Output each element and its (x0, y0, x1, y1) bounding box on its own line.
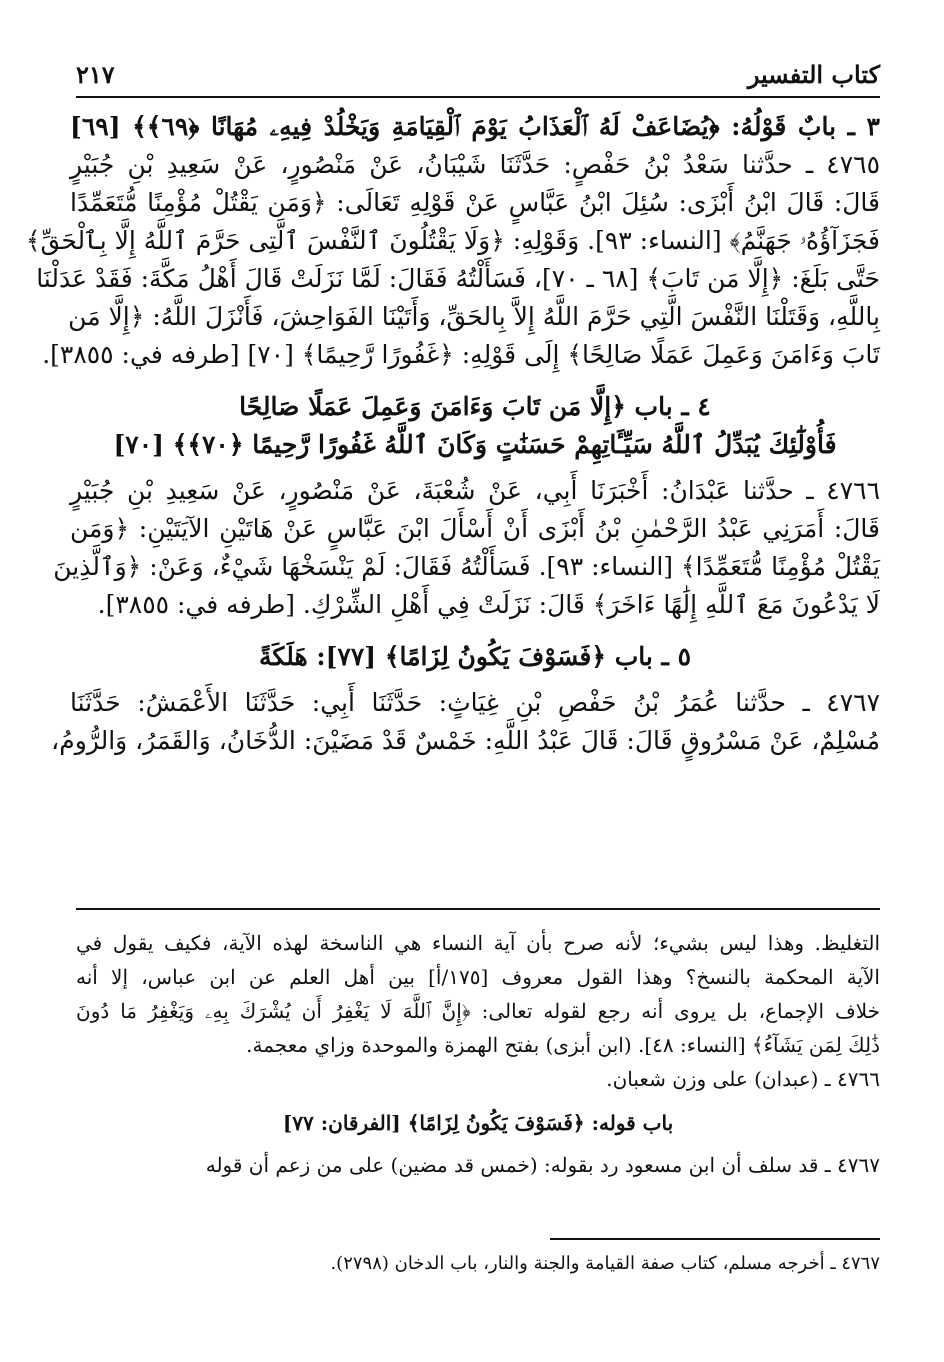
footnote: ٤٧٦٧ ـ أخرجه مسلم، كتاب صفة القيامة والجنة والنار، باب الدخان (٢٧٩٨). (330, 1253, 880, 1274)
section-heading-5: ٥ ـ باب ﴿فَسَوْفَ يَكُونُ لِزَامًا﴾ [٧٧]: هَلَكَةً (258, 642, 691, 671)
note-line: الآية المحكمة بالنسخ؟ وهذا القول معروف [١٧٥/أ] بين أهل العلم عن ابن عباس، إلا أنه (76, 965, 880, 989)
text-line: قَالَ: قَالَ ابْنُ أَبْزَى: سُئِلَ ابْنُ عَبَّاسٍ عَنْ قَوْلِهِ تَعَالَى: ﴿وَمَن يَقْتُلْ مُؤْمِنًا مُّتَعَمِّدًا (70, 188, 880, 217)
text-line: قَالَ: أَمَرَنِي عَبْدُ الرَّحْمٰنِ بْنُ أَبْزَى أَنْ أَسْأَلَ ابْنَ عَبَّاسٍ عَنْ هَاتَيْنِ الآيَتَيْنِ: ﴿وَمَن (70, 514, 880, 543)
page-number: ٢١٧ (76, 60, 115, 89)
note-line: ذَٰلِكَ لِمَن يَشَآءُ﴾ [النساء: ٤٨]. (ابن أبزى) بفتح الهمزة والموحدة وزاي معجمة. (246, 1033, 880, 1057)
note-heading: باب قوله: ﴿فَسَوْفَ يَكُونُ لِزَامًا﴾ [الفرقان: ٧٧] (282, 1111, 674, 1135)
text-line: ٤٧٦٦ ـ حدَّثنا عَبْدَانُ: أَخْبَرَنَا أَبِي، عَنْ شُعْبَةَ، عَنْ مَنْصُورٍ، عَنْ سَعِيدِ بْنِ جُبَيْرٍ (70, 476, 880, 505)
text-line: تَابَ وَءَامَنَ وَعَمِلَ عَمَلًا صَالِحًا﴾ إِلَى قَوْلِهِ: ﴿غَفُورًا رَّحِيمًا﴾ [٧٠] [طرفه في: ٣٨٥٥]. (42, 340, 880, 369)
commentary-divider (76, 908, 880, 910)
section-heading-3: ٣ ـ بابٌ قَوْلُهُ: ﴿يُضَاعَفْ لَهُ ٱلْعَذَابُ يَوْمَ ٱلْقِيَامَةِ وَيَخْلُدْ فِيهِۦ مُهَانًا ﴿٦٩﴾﴾ [٦٩] (70, 112, 880, 141)
main-text (25, 108, 880, 760)
section-heading-4: ٤ ـ باب ﴿إِلَّا مَن تَابَ وَءَامَنَ وَعَمِلَ عَمَلًا صَالِحًا (239, 392, 711, 421)
text-line: لَا يَدْعُونَ مَعَ ٱللَّهِ إِلَٰهًا ءَاخَرَ﴾ قَالَ: نَزَلَتْ فِي أَهْلِ الشِّرْكِ. [طرفه في: ٣٨٥٥]. (97, 590, 880, 619)
text-line: حَتَّى بَلَغَ: ﴿إِلَّا مَن تَابَ﴾ [٦٨ ـ ٧٠]، فَسَأَلْتُهُ فَقَالَ: لَمَّا نَزَلَتْ قَالَ أَهْلُ مَكَّةَ: فَقَدْ عَدَلْنَا (36, 264, 880, 293)
text-line: مُسْلِمٌ، عَنْ مَسْرُوقٍ قَالَ: قَالَ عَبْدُ اللَّهِ: خَمْسٌ قَدْ مَضَيْنَ: الدُّخَانُ، وَالقَمَرُ، وَالرُّومُ، (51, 726, 880, 755)
note-line: ٤٧٦٧ ـ قد سلف أن ابن مسعود رد بقوله: (خمس قد مضين) على من زعم أن قوله (205, 1153, 880, 1177)
text-line: ٤٧٦٥ ـ حدَّثنا سَعْدُ بْنُ حَفْصٍ: حَدَّثَنَا شَيْبَانُ، عَنْ مَنْصُورٍ، عَنْ سَعِيدِ بْنِ جُبَيْرٍ (70, 150, 880, 179)
commentary-notes (76, 926, 880, 1182)
note-line: خلاف الإجماع، بل يروى أنه رجع لقوله تعالى: ﴿إِنَّ ٱللَّهَ لَا يَغْفِرُ أَن يُشْرَكَ بِهِۦ وَيَغْفِرُ مَا دُونَ (76, 999, 880, 1023)
text-line: ٤٧٦٧ ـ حدَّثنا عُمَرُ بْنُ حَفْصِ بْنِ غِيَاثٍ: حَدَّثَنَا أَبِي: حَدَّثَنَا الأَعْمَشُ: حَدَّثَنَا (70, 688, 880, 717)
note-line: ٤٧٦٦ ـ (عبدان) على وزن شعبان. (606, 1067, 880, 1091)
text-line: فَجَزَآؤُهُۥ جَهَنَّمُ﴾ [النساء: ٩٣]. وَقَوْلِهِ: ﴿وَلَا يَقْتُلُونَ ٱلنَّفْسَ ٱلَّتِى حَرَّمَ ٱللَّهُ إِلَّا بِٱلْحَقِّ﴾ (25, 226, 880, 255)
book-title: كتاب التفسير (747, 60, 880, 89)
section-heading-4-cont: فَأُوْلَٰٓئِكَ يُبَدِّلُ ٱللَّهُ سَيِّـَٔاتِهِمْ حَسَنَٰتٍ وَكَانَ ٱللَّهُ غَفُورًا رَّحِيمًا ﴿٧٠﴾﴾ [٧٠] (113, 430, 837, 459)
text-line: بِاللَّهِ، وَقَتَلْنَا النَّفْسَ الَّتِي حَرَّمَ اللَّهُ إِلاَّ بِالحَقِّ، وَأَتَيْنَا الفَوَاحِشَ، فَأَنْزَلَ اللَّهُ: ﴿إِلَّا مَن (68, 302, 880, 331)
note-line: التغليظ. وهذا ليس بشيء؛ لأنه صرح بأن آية النساء هي الناسخة لهذه الآية، فكيف يقول في (76, 931, 880, 955)
text-line: يَقْتُلْ مُؤْمِنًا مُّتَعَمِّدًا﴾ [النساء: ٩٣]. فَسَأَلْتُهُ فَقَالَ: لَمْ يَنْسَخْهَا شَيْءٌ، وَعَنْ: ﴿وَٱلَّذِينَ (53, 552, 880, 581)
footnote-divider (550, 1238, 880, 1240)
page-header (76, 52, 880, 98)
